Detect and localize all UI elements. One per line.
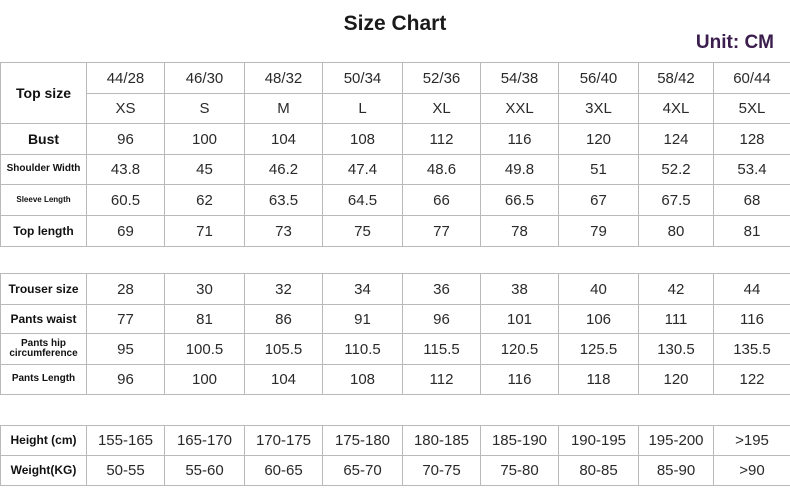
value-cell: 75-80 [481, 456, 559, 486]
size-cell: XS [87, 94, 165, 124]
value-cell: 120 [639, 365, 714, 395]
value-cell: 91 [323, 305, 403, 334]
value-cell: 63.5 [245, 185, 323, 216]
value-cell: 77 [403, 216, 481, 247]
value-cell: 116 [481, 124, 559, 155]
value-cell: 128 [714, 124, 790, 155]
top-length-row [1, 216, 790, 247]
row-label-trouser-size: Trouser size [1, 274, 87, 305]
size-cell: 50/34 [323, 63, 403, 94]
value-cell: 32 [245, 274, 323, 305]
value-cell: 53.4 [714, 155, 790, 185]
pants-length-row [1, 365, 790, 395]
value-cell: 120 [559, 124, 639, 155]
size-cell: 4XL [639, 94, 714, 124]
value-cell: 120.5 [481, 334, 559, 365]
value-cell: 36 [403, 274, 481, 305]
height-weight-table [0, 425, 790, 486]
value-cell: 80-85 [559, 456, 639, 486]
value-cell: 66.5 [481, 185, 559, 216]
value-cell: 125.5 [559, 334, 639, 365]
size-cell: 48/32 [245, 63, 323, 94]
value-cell: 55-60 [165, 456, 245, 486]
value-cell: 52.2 [639, 155, 714, 185]
value-cell: 195-200 [639, 426, 714, 456]
value-cell: 46.2 [245, 155, 323, 185]
value-cell: 73 [245, 216, 323, 247]
value-cell: 44 [714, 274, 790, 305]
value-cell: 86 [245, 305, 323, 334]
value-cell: 50-55 [87, 456, 165, 486]
size-cell: M [245, 94, 323, 124]
value-cell: 155-165 [87, 426, 165, 456]
value-cell: 75 [323, 216, 403, 247]
value-cell: 70-75 [403, 456, 481, 486]
value-cell: 79 [559, 216, 639, 247]
value-cell: 62 [165, 185, 245, 216]
value-cell: 105.5 [245, 334, 323, 365]
value-cell: 81 [165, 305, 245, 334]
unit-label: Unit: CM [695, 32, 774, 53]
value-cell: 67.5 [639, 185, 714, 216]
value-cell: >195 [714, 426, 790, 456]
value-cell: >90 [714, 456, 790, 486]
value-cell: 96 [403, 305, 481, 334]
value-cell: 170-175 [245, 426, 323, 456]
size-cell: 58/42 [639, 63, 714, 94]
value-cell: 122 [714, 365, 790, 395]
size-cell: 5XL [714, 94, 790, 124]
value-cell: 60-65 [245, 456, 323, 486]
value-cell: 51 [559, 155, 639, 185]
value-cell: 45 [165, 155, 245, 185]
value-cell: 100 [165, 124, 245, 155]
size-cell: L [323, 94, 403, 124]
value-cell: 34 [323, 274, 403, 305]
value-cell: 110.5 [323, 334, 403, 365]
row-label-bust: Bust [1, 124, 87, 155]
value-cell: 48.6 [403, 155, 481, 185]
value-cell: 80 [639, 216, 714, 247]
value-cell: 47.4 [323, 155, 403, 185]
trouser-size-row [1, 274, 790, 305]
value-cell: 69 [87, 216, 165, 247]
top-size-numeric-row [1, 63, 790, 94]
height-row [1, 426, 790, 456]
pants-hip-row [1, 334, 790, 365]
value-cell: 180-185 [403, 426, 481, 456]
value-cell: 130.5 [639, 334, 714, 365]
trouser-size-table [0, 273, 790, 395]
value-cell: 118 [559, 365, 639, 395]
row-label-height: Height (cm) [1, 426, 87, 456]
shoulder-width-row [1, 155, 790, 185]
row-label-weight: Weight(KG) [1, 456, 87, 486]
value-cell: 100 [165, 365, 245, 395]
value-cell: 124 [639, 124, 714, 155]
size-cell: 54/38 [481, 63, 559, 94]
value-cell: 96 [87, 124, 165, 155]
value-cell: 68 [714, 185, 790, 216]
value-cell: 111 [639, 305, 714, 334]
row-label-pants-waist: Pants waist [1, 305, 87, 334]
value-cell: 78 [481, 216, 559, 247]
size-cell: XL [403, 94, 481, 124]
value-cell: 135.5 [714, 334, 790, 365]
chart-title: Size Chart [343, 12, 447, 35]
value-cell: 185-190 [481, 426, 559, 456]
value-cell: 112 [403, 124, 481, 155]
value-cell: 30 [165, 274, 245, 305]
pants-waist-row [1, 305, 790, 334]
value-cell: 112 [403, 365, 481, 395]
value-cell: 108 [323, 365, 403, 395]
size-cell: 46/30 [165, 63, 245, 94]
value-cell: 116 [714, 305, 790, 334]
weight-row [1, 456, 790, 486]
value-cell: 106 [559, 305, 639, 334]
value-cell: 108 [323, 124, 403, 155]
size-cell: 44/28 [87, 63, 165, 94]
value-cell: 115.5 [403, 334, 481, 365]
size-cell: 56/40 [559, 63, 639, 94]
value-cell: 28 [87, 274, 165, 305]
value-cell: 43.8 [87, 155, 165, 185]
value-cell: 60.5 [87, 185, 165, 216]
value-cell: 40 [559, 274, 639, 305]
size-cell: S [165, 94, 245, 124]
value-cell: 96 [87, 365, 165, 395]
top-size-letter-row [1, 94, 790, 124]
bust-row [1, 124, 790, 155]
sleeve-length-row [1, 185, 790, 216]
row-label-shoulder-width: Shoulder Width [1, 155, 87, 185]
value-cell: 104 [245, 365, 323, 395]
value-cell: 49.8 [481, 155, 559, 185]
size-cell: 52/36 [403, 63, 481, 94]
size-cell: 3XL [559, 94, 639, 124]
value-cell: 65-70 [323, 456, 403, 486]
value-cell: 104 [245, 124, 323, 155]
value-cell: 85-90 [639, 456, 714, 486]
size-cell: 60/44 [714, 63, 790, 94]
row-label-pants-hip: Pants hip circumference [1, 334, 87, 365]
row-label-pants-length: Pants Length [1, 365, 87, 395]
value-cell: 175-180 [323, 426, 403, 456]
value-cell: 42 [639, 274, 714, 305]
value-cell: 81 [714, 216, 790, 247]
value-cell: 116 [481, 365, 559, 395]
value-cell: 64.5 [323, 185, 403, 216]
value-cell: 66 [403, 185, 481, 216]
value-cell: 101 [481, 305, 559, 334]
value-cell: 190-195 [559, 426, 639, 456]
row-label-top-size: Top size [1, 63, 87, 124]
value-cell: 95 [87, 334, 165, 365]
value-cell: 100.5 [165, 334, 245, 365]
value-cell: 165-170 [165, 426, 245, 456]
top-size-table [0, 62, 790, 247]
value-cell: 67 [559, 185, 639, 216]
value-cell: 38 [481, 274, 559, 305]
value-cell: 71 [165, 216, 245, 247]
row-label-sleeve-length: Sleeve Length [1, 185, 87, 216]
size-cell: XXL [481, 94, 559, 124]
value-cell: 77 [87, 305, 165, 334]
row-label-top-length: Top length [1, 216, 87, 247]
